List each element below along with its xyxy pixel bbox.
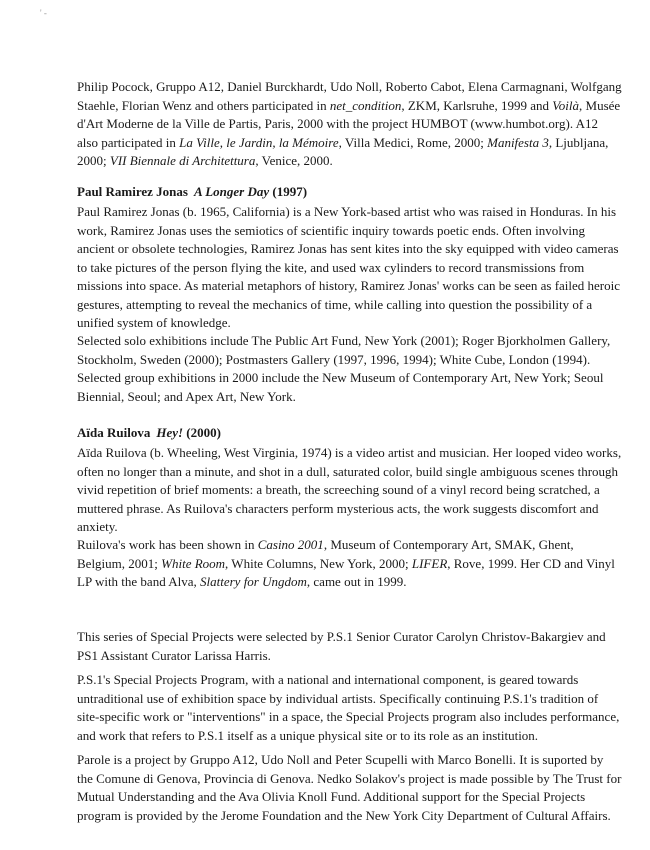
intro-text: , Venice, 2000. [255, 153, 333, 168]
ruilova-exhibitions [77, 536, 622, 592]
jonas-bio: Paul Ramirez Jonas (b. 1965, California) is a New York-based artist who was raised in Honduras. In his work, Ramirez Jonas uses the semiotics of scientific inquiry towards poetic ends. Often involving ancient or obsolete technologies, Ramirez Jonas has sent kites into the sky equipped with video cameras to take pictures of the person flying the kite, and used wax cylinders to record transmissions from missions into space. As material metaphors of history, Ramirez Jonas' works can be seen as failed heroic gestures, attempting to reveal the mechanics of time, while calling into question the possibility of a unified system of knowledge. [77, 204, 621, 330]
intro-text: Philip Pocock, Gruppo A12, Daniel Burckhardt, Udo Noll, Roberto Cabot, Elena Carmagnani, Wolfgang Staehle, Florian Wenz and others participated in [77, 79, 622, 113]
intro-italic-title: Manifesta 3 [487, 134, 549, 150]
intro-text: , ZKM, Karlsruhe, 1999 and [401, 97, 553, 113]
work-year: (1997) [272, 184, 308, 199]
exhibitions-text: , White Columns, New York, 2000; [225, 555, 412, 571]
exhibitions-text: , Museum of Contemporary Art, SMAK, Ghent, Belgium, 2001; [77, 537, 574, 571]
intro-italic-title: Voilà [552, 97, 580, 113]
intro-text: , Villa Medici, Rome, 2000; [338, 134, 488, 150]
intro-italic-title: La Ville, le Jardin, la Mémoire [179, 134, 339, 150]
intro-text: , Ljubljana, 2000; [77, 134, 609, 168]
program-description: P.S.1's Special Projects Program, with a national and international component, is geared towards untraditional use of exhibition space by individual artists. Specifically continuing P.S.1's tradition of site-specific work or "interventions" in a space, the Special Projects program also includes performance, and work that refers to P.S.1 itself as a unique physical site or to its role as an institution. [77, 672, 620, 743]
artist-name: Aïda Ruilova [77, 425, 151, 440]
exhibitions-text: Ruilova's work has been shown in [77, 537, 258, 552]
work-year: (2000) [186, 425, 221, 440]
intro-italic-title: VII Biennale di Architettura [109, 153, 256, 168]
exhibition-title: LIFER [411, 555, 448, 571]
work-title: A Longer Day [193, 184, 270, 199]
intro-text: , Musée d'Art Moderne de la Ville de Partis, Paris, 2000 with the project HUMBOT (www.humbot.org). A12 also participated in [77, 97, 621, 150]
jonas-exhibitions: Selected solo exhibitions include The Public Art Fund, New York (2001); Roger Bjorkholmen Gallery, Stockholm, Sweden (2000); Postmasters Gallery (1997, 1996, 1994); White Cube, London (1994). Selected group exhibitions in 2000 include the New Museum of Contemporary Art, New York; Seoul Biennial, Seoul; and Apex Art, New York. [77, 333, 611, 404]
exhibitions-text: , came out in 1999. [306, 574, 407, 589]
support-credits: Parole is a project by Gruppo A12, Udo Noll and Peter Scupelli with Marco Bonelli. It is suported by the Comune di Genova, Provincia di Genova. Nedko Solakov's project is made possible by The Trust for Mutual Understanding and the Ava Olivia Knoll Fund. Additional support for the Special Projects program is provided by the Jerome Foundation and the New York City Department of Cultural Affairs. [77, 752, 622, 823]
curators-note: This series of Special Projects were selected by P.S.1 Senior Curator Carolyn Christov-Bakargiev and PS1 Assistant Curator Larissa Harris. [77, 629, 606, 663]
album-title: Slattery for Ungdom [200, 574, 307, 589]
exhibitions-text: , Rove, 1999. Her CD and Vinyl LP with the band Alva, [77, 555, 615, 589]
intro-paragraph [77, 78, 622, 171]
exhibition-title: Casino 2001 [257, 537, 324, 552]
work-title: Hey! [156, 425, 184, 440]
ruilova-heading [77, 424, 221, 443]
exhibition-title: White Room [161, 555, 226, 571]
artist-name: Paul Ramirez Jonas [77, 184, 188, 199]
intro-italic-title: net_condition [329, 97, 402, 113]
scan-corner-marks: ' - [40, 8, 47, 18]
ruilova-bio: Aïda Ruilova (b. Wheeling, West Virginia, 1974) is a video artist and musician. Her looped video works, often no longer than a minute, and shot in a dull, saturated color, build single ambiguous scenes through vivid repetition of brief moments: a breath, the screeching sound of a vinyl record being scratched, a muttered phrase. As Ruilova's characters perform mysterious acts, the work suggests discomfort and anxiety. [77, 445, 622, 534]
jonas-heading [77, 183, 307, 202]
